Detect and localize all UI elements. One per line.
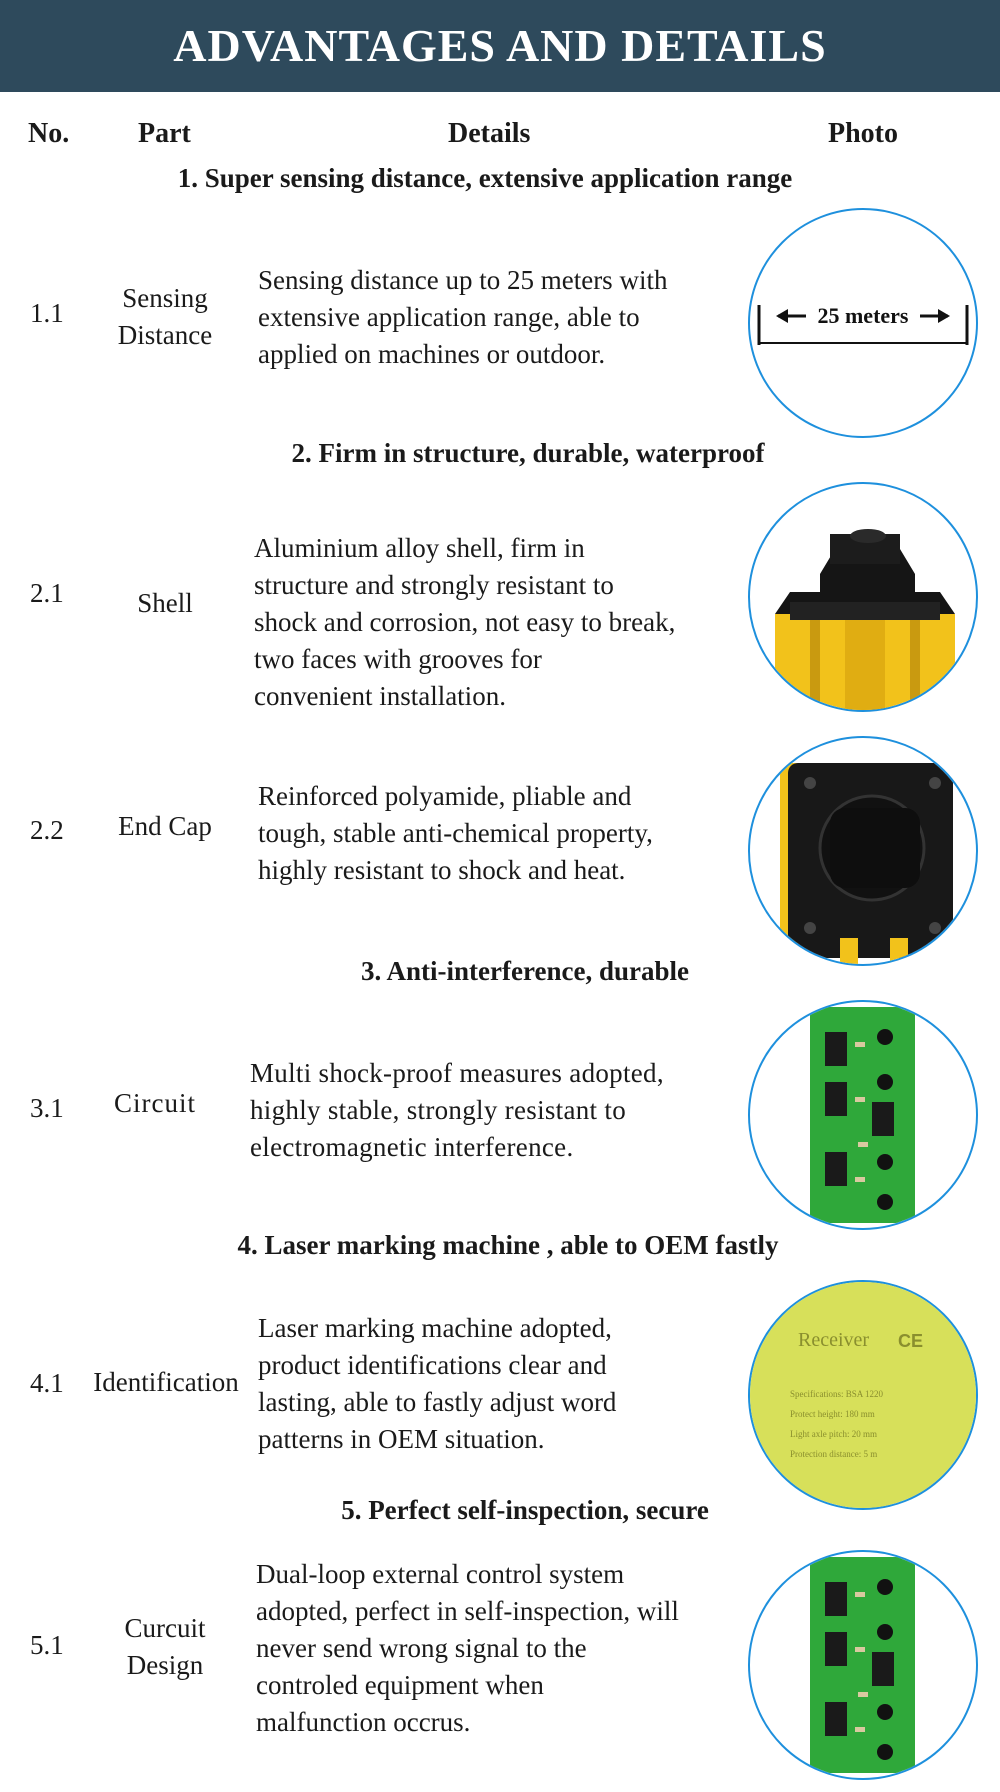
row-part: Identification <box>93 1367 239 1397</box>
distance-arrow-icon <box>750 210 976 436</box>
row-number: 4.1 <box>30 1368 64 1398</box>
section-title-4: 4. Laser marking machine , able to OEM fastly <box>237 1230 779 1260</box>
row-part: End Cap <box>118 811 212 841</box>
row-number: 5.1 <box>30 1630 64 1660</box>
column-header-details: Details <box>448 118 531 149</box>
section-title-2: 2. Firm in structure, durable, waterproof <box>291 438 765 468</box>
svg-text:Protection distance: 5 m: Protection distance: 5 m <box>790 1449 878 1459</box>
svg-text:Light axle pitch: 20 mm: Light axle pitch: 20 mm <box>790 1429 877 1439</box>
aluminium-shell-photo <box>750 484 976 710</box>
title-banner <box>0 0 1000 92</box>
laser-marking-label-photo <box>750 1282 976 1508</box>
photo-end-cap <box>748 736 978 966</box>
photo-circuit <box>748 1000 978 1230</box>
section-title-5: 5. Perfect self-inspection, secure <box>341 1495 709 1525</box>
photo-sensing-distance <box>748 208 978 438</box>
column-header-no: No. <box>28 118 70 149</box>
column-header-photo: Photo <box>828 118 898 149</box>
row-part: Circuit <box>114 1088 196 1118</box>
row-number: 3.1 <box>30 1093 64 1123</box>
photo-circuit-design <box>748 1550 978 1780</box>
row-number: 2.1 <box>30 578 64 608</box>
row-details: Laser marking machine adopted, product identifications clear and lasting, able to fastly adjust word patterns in OEM situation. <box>258 1313 617 1454</box>
svg-text:Receiver: Receiver <box>798 1329 870 1351</box>
row-details: Aluminium alloy shell, firm in structure and strongly resistant to shock and corrosion, not easy to break, two faces with grooves for convenient installation. <box>254 533 676 711</box>
row-part: Shell <box>137 588 193 618</box>
svg-text:Protect height: 180 mm: Protect height: 180 mm <box>790 1409 875 1419</box>
distance-label: 25 meters <box>817 303 909 328</box>
row-details: Dual-loop external control system adopted, perfect in self-inspection, will never send wrong signal to the controled equipment when malfunction occrus. <box>256 1559 679 1737</box>
row-number: 2.2 <box>30 815 64 845</box>
svg-text:Specifications: BSA 1220: Specifications: BSA 1220 <box>790 1389 883 1399</box>
photo-laser-marking <box>748 1280 978 1510</box>
row-details: Reinforced polyamide, pliable and tough, stable anti-chemical property, highly resistant to shock and heat. <box>258 781 653 885</box>
end-cap-photo <box>750 738 976 964</box>
page-title: ADVANTAGES AND DETAILS <box>173 20 827 71</box>
section-title-3: 3. Anti-interference, durable <box>361 956 689 986</box>
row-part: Curcuit Design <box>124 1613 206 1680</box>
row-details: Sensing distance up to 25 meters with extensive application range, able to applied on machines or outdoor. <box>258 265 668 369</box>
column-header-part: Part <box>138 118 191 149</box>
section-title-1: 1. Super sensing distance, extensive application range <box>177 163 793 193</box>
row-part: Sensing Distance <box>117 283 213 350</box>
photo-shell <box>748 482 978 712</box>
circuit-board-photo <box>750 1002 976 1228</box>
svg-text:CE: CE <box>898 1331 924 1351</box>
circuit-board-photo <box>750 1552 976 1778</box>
row-details: Multi shock-proof measures adopted, highly stable, strongly resistant to electromagnetic interference. <box>250 1058 664 1162</box>
row-number: 1.1 <box>30 298 64 328</box>
